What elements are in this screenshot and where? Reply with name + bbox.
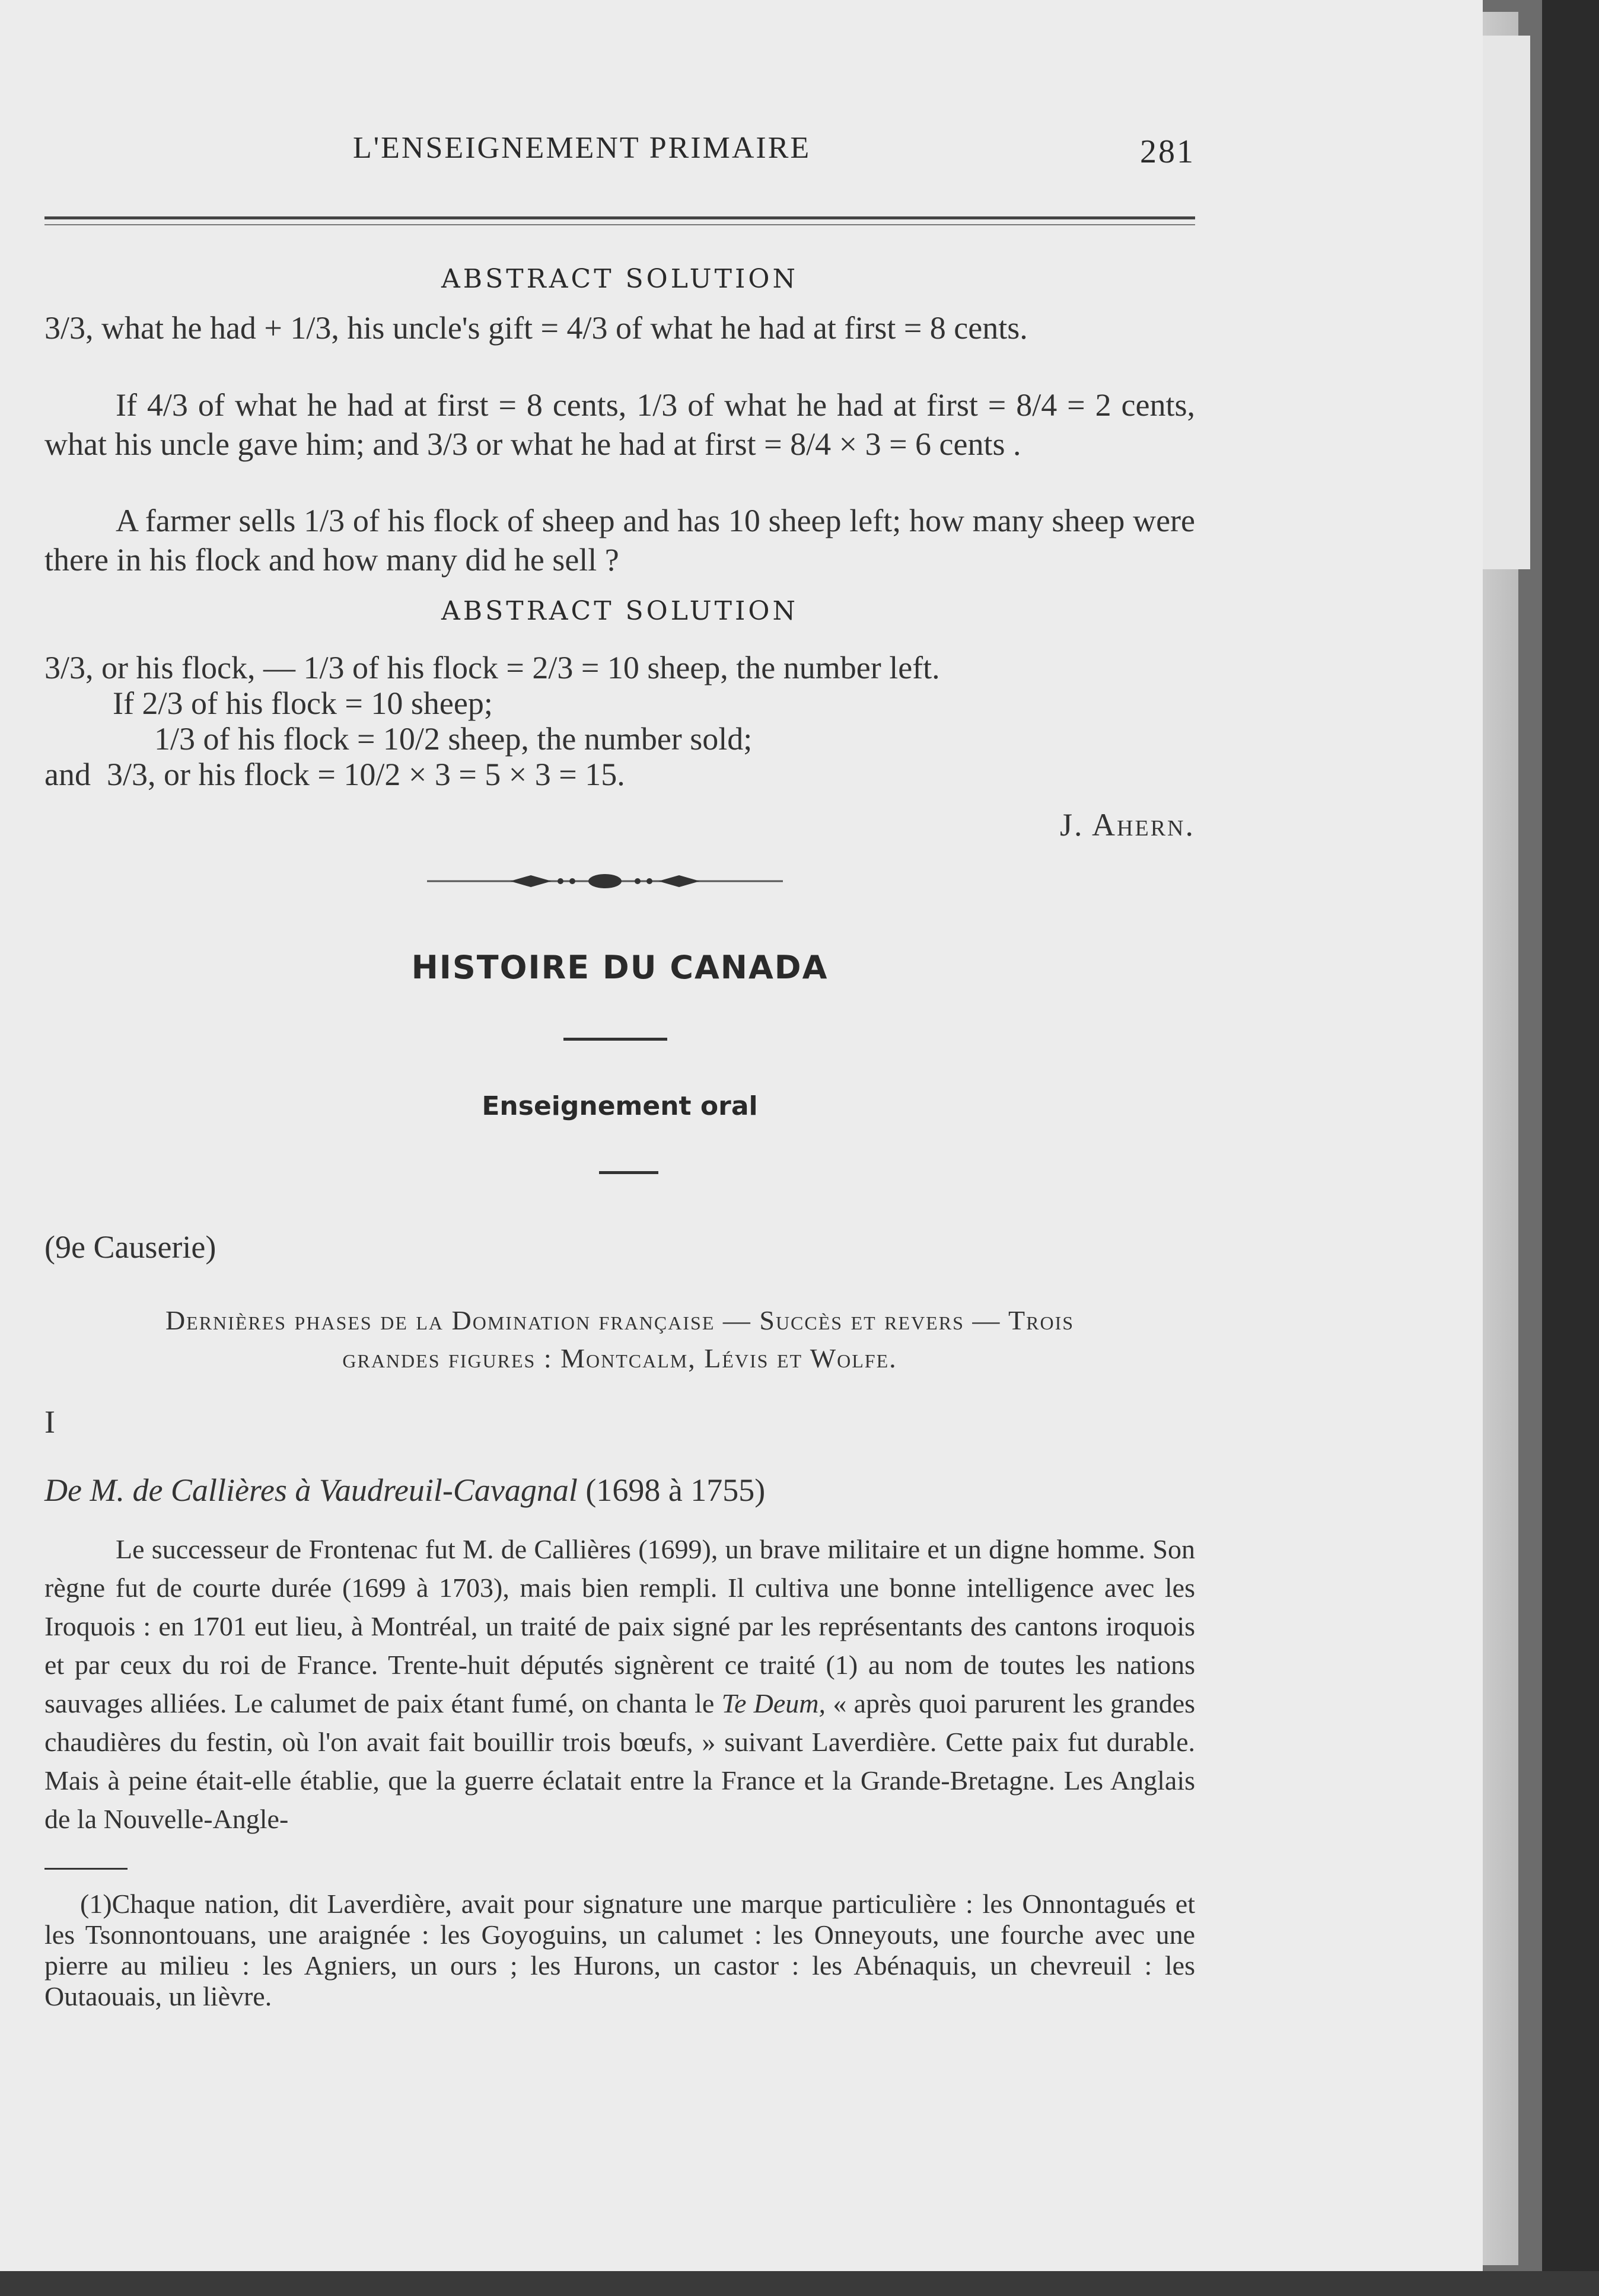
part-title-dates: (1698 à 1755) <box>585 1472 766 1508</box>
ornament-divider <box>427 869 783 893</box>
problem-2: A farmer sells 1/3 of his flock of sheep and has 10 sheep left; how many sheep were there in his flock and how many did he sell ? <box>44 503 1195 578</box>
part-title <box>44 1471 1195 1510</box>
page-number: 281 <box>1140 133 1195 170</box>
abstract-solution-heading-1: ABSTRACT SOLUTION <box>441 264 798 294</box>
footnote-rule <box>44 1868 128 1870</box>
section-title: HISTOIRE DU CANADA <box>411 949 829 986</box>
part-number: I <box>44 1404 55 1440</box>
body-paragraph <box>44 1530 1195 1838</box>
scanner-margin <box>1542 0 1599 2296</box>
solution-2-line-3: 1/3 of his flock = 10/2 sheep, the number sold; <box>154 721 753 757</box>
signature: J. Ahern. <box>1060 807 1195 843</box>
header-rule <box>44 216 1195 219</box>
causerie-number: (9e Causerie) <box>44 1229 216 1265</box>
abstract-solution-heading-2: ABSTRACT SOLUTION <box>441 596 798 626</box>
subtitle-rule <box>599 1171 658 1174</box>
solution-1-line-1: 3/3, what he had + 1/3, his uncle's gift = 4/3 of what he had at first = 8 cents. <box>44 310 1028 346</box>
body-text-before: Le successeur de Frontenac fut M. de Callières (1699), un brave militaire et un digne homme. Son règne fut de courte durée (1699 à 1703), mais bien rempli. Il cultiva une bonne intelligence avec les Iroquois : en 1701 eut lieu, à Montréal, un traité de paix signé par les représentants des cantons iroquois et par ceux du roi de France. Trente-huit députés signèrent ce traité (1) au nom de toutes les nations sauvages alliées. Le calumet de paix étant fumé, on chanta le <box>44 1534 1195 1718</box>
running-header <box>44 130 1195 178</box>
part-title-italic: De M. de Callières à Vaudreuil-Cavagnal <box>44 1472 578 1508</box>
title-rule <box>563 1038 667 1041</box>
solution-2-line-2: If 2/3 of his flock = 10 sheep; <box>113 685 493 721</box>
solution-2-line-1: 3/3, or his flock, — 1/3 of his flock = 2/3 = 10 sheep, the number left. <box>44 650 940 685</box>
theme-line-2: grandes figures : Montcalm, Lévis et Wolfe. <box>342 1343 897 1373</box>
solution-2-line-4: and 3/3, or his flock = 10/2 × 3 = 5 × 3 = 15. <box>44 757 625 792</box>
te-deum: Te Deum, <box>721 1688 826 1718</box>
scan-bottom-edge <box>0 2271 1599 2296</box>
footnote: (1)Chaque nation, dit Laverdière, avait pour signature une marque particulière : les Onnontagués et les Tsonnontouans, une araignée : les Goyoguins, un calumet : les Onneyouts, une fourche avec une pierre au milieu : les Agniers, un ours ; les Hurons, un castor : les Abénaquis, un chevreuil : les Outaouais, un lièvre. <box>44 1889 1195 2011</box>
body-text-after: « après quoi parurent les grandes chaudières du festin, où l'on avait fait bouillir trois bœufs, » suivant Laverdière. Cette paix fut durable. Mais à peine était-elle établie, que la guerre éclatait entre la France et la Grande-Bretagne. Les Anglais de la Nouvelle-Angle- <box>44 1688 1196 1834</box>
section-subtitle: Enseignement oral <box>482 1091 758 1121</box>
solution-1-line-2: If 4/3 of what he had at first = 8 cents, 1/3 of what he had at first = 8/4 = 2 cents, what his uncle gave him; and 3/3 or what he had at first = 8/4 × 3 = 6 cents . <box>44 387 1195 462</box>
theme-line-1: Dernières phases de la Domination française — Succès et revers — Trois <box>165 1305 1075 1335</box>
running-header-title: L'ENSEIGNEMENT PRIMAIRE <box>353 131 811 165</box>
header-rule-thin <box>44 224 1195 225</box>
theme-summary <box>44 1302 1195 1377</box>
